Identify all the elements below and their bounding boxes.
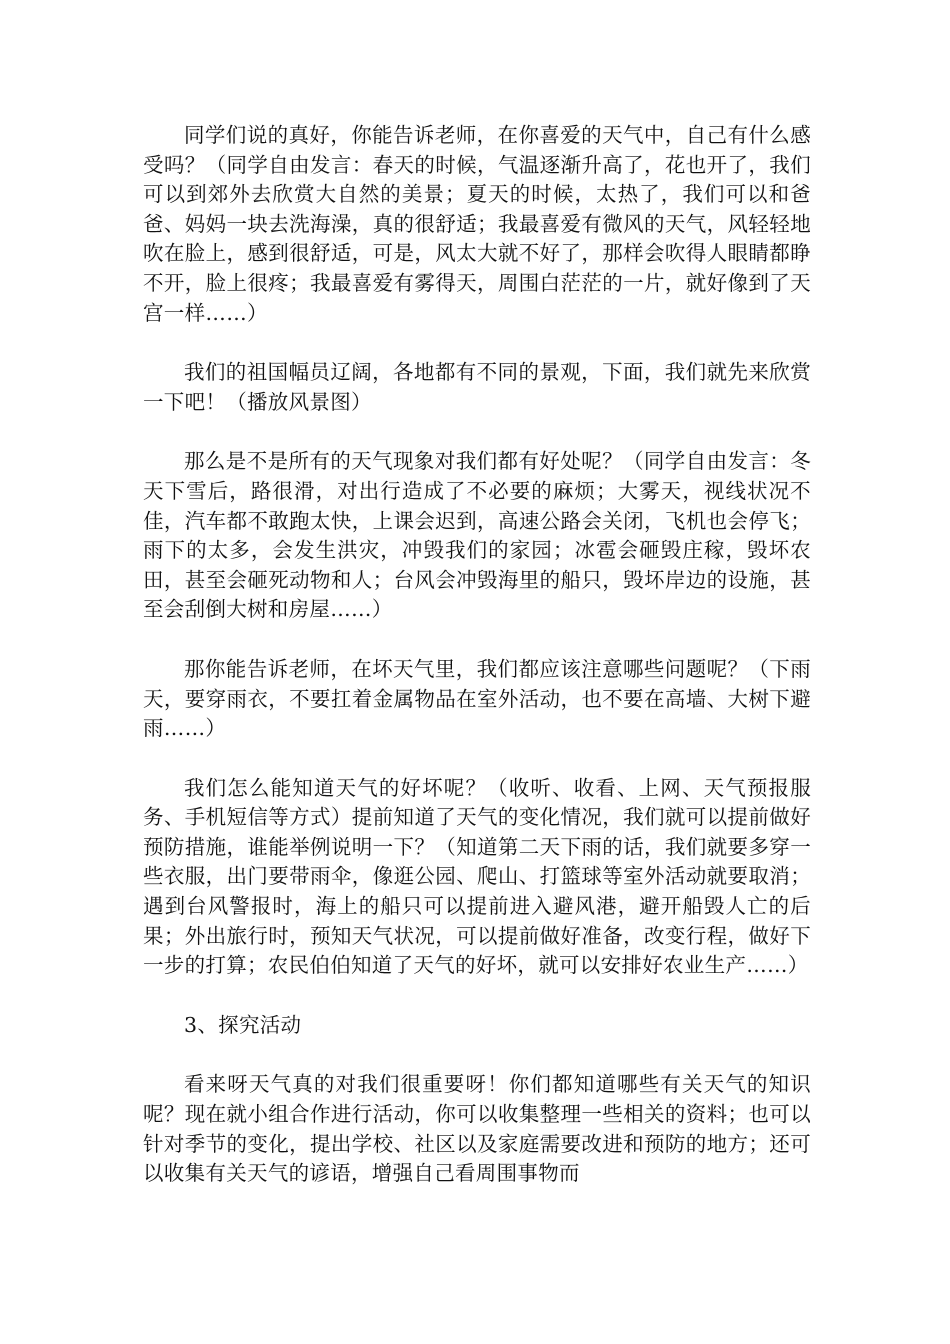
paragraph-weather-harm: 那么是不是所有的天气现象对我们都有好处呢？（同学自由发言：冬天下雪后，路很滑，对出行造成了不必要的麻烦；大雾天，视线状况不佳，汽车都不敢跑太快，上课会迟到，高速公路会关闭，飞机也会停飞；雨下的太多，会发生洪灾，冲毁我们的家园；冰雹会砸毁庄稼，毁坏农田，甚至会砸死动物和人；台风会冲毁海里的船只，毁坏岸边的设施，甚至会刮倒大树和房屋……） <box>143 449 811 622</box>
paragraph-precautions: 那你能告诉老师，在坏天气里，我们都应该注意哪些问题呢？（下雨天，要穿雨衣，不要扛着金属物品在室外活动，也不要在高墙、大树下避雨……） <box>143 656 811 741</box>
document-page <box>143 121 811 1219</box>
paragraph-forecast: 我们怎么能知道天气的好坏呢？（收听、收看、上网、天气预报服务、手机短信等方式）提前知道了天气的变化情况，我们就可以提前做好预防措施，谁能举例说明一下？（知道第二天下雨的话，我们就要多穿一些衣服，出门要带雨伞，像逛公园、爬山、打篮球等室外活动就要取消；遇到台风警报时，海上的船只可以提前进入避风港，避开船毁人亡的后果；外出旅行时，预知天气状况，可以提前做好准备，改变行程，做好下一步的打算；农民伯伯知道了天气的好坏，就可以安排好农业生产……） <box>143 775 811 978</box>
paragraph-feelings: 同学们说的真好，你能告诉老师，在你喜爱的天气中，自己有什么感受吗？（同学自由发言：春天的时候，气温逐渐升高了，花也开了，我们可以到郊外去欣赏大自然的美景；夏天的时候，太热了，我们可以和爸爸、妈妈一块去洗海澡，真的很舒适；我最喜爱有微风的天气，风轻轻地吹在脸上，感到很舒适，可是，风太大就不好了，那样会吹得人眼睛都睁不开，脸上很疼；我最喜爱有雾得天，周围白茫茫的一片，就好像到了天宫一样……） <box>143 123 811 325</box>
section-heading: 3、探究活动 <box>184 1012 302 1037</box>
paragraph-activity: 看来呀天气真的对我们很重要呀！你们都知道哪些有关天气的知识呢？现在就小组合作进行活动，你可以收集整理一些相关的资料；也可以针对季节的变化，提出学校、社区以及家庭需要改进和预防的地方；还可以收集有关天气的谚语，增强自己看周围事物而 <box>143 1072 811 1186</box>
paragraph-scenery: 我们的祖国幅员辽阔，各地都有不同的景观，下面，我们就先来欣赏一下吧！（播放风景图） <box>143 360 811 414</box>
